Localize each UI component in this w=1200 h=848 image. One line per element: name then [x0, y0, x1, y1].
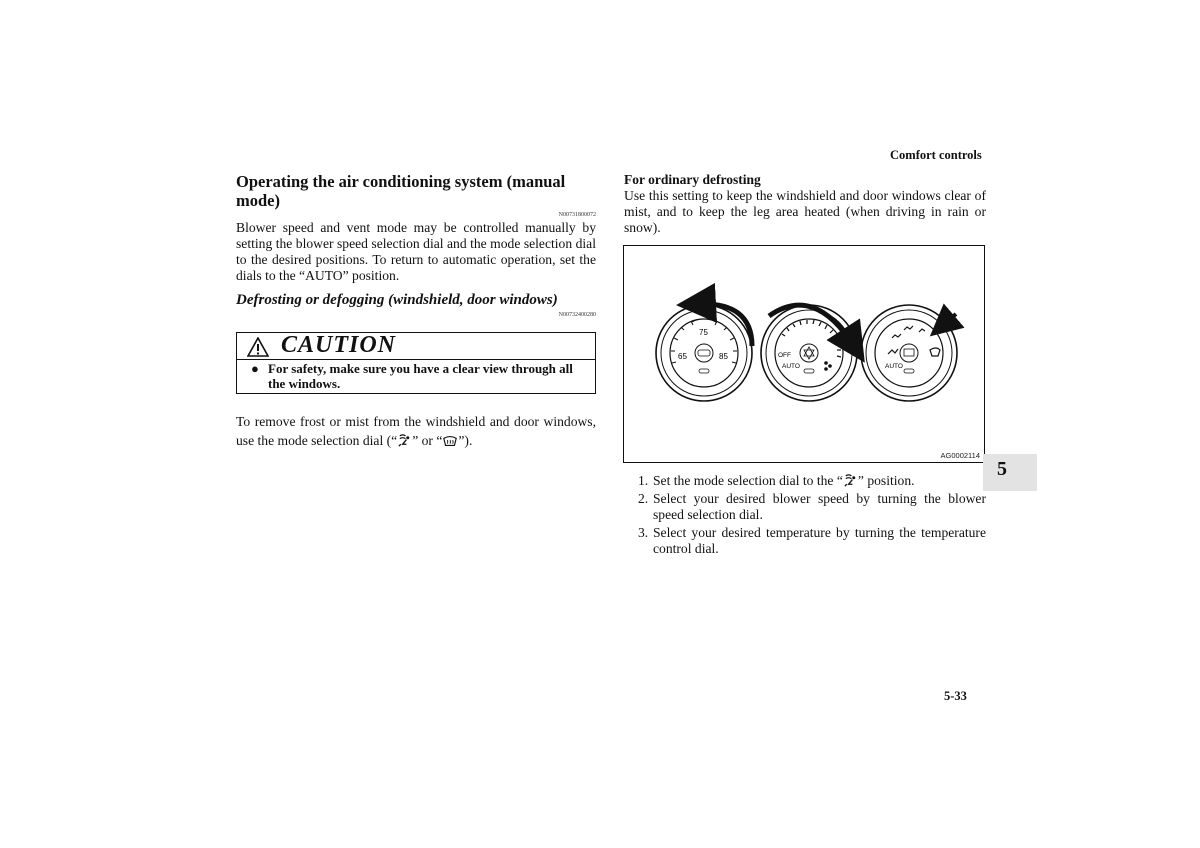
caution-box: [236, 332, 596, 394]
temp-label-low: 65: [678, 352, 687, 361]
list-item: [638, 525, 986, 558]
step-text-end: ” position.: [857, 473, 915, 488]
intro-paragraph: Blower speed and vent mode may be controlled manually by setting the blower speed selection dial and the mode selection dial to the desired positions. To return to automatic operation, set the dials to the “AUTO” position.: [236, 220, 596, 283]
climate-dials-illustration: [624, 246, 984, 462]
defrost-windshield-icon: [442, 434, 458, 448]
temp-label-mid: 75: [699, 328, 708, 337]
steps-list: [638, 473, 986, 559]
step-number: 2.: [638, 490, 649, 506]
fan-rotate-arrow: [769, 305, 854, 346]
defrost-floor-icon: [397, 433, 412, 448]
page-number: 5-33: [944, 689, 967, 703]
temperature-dial: [656, 305, 752, 401]
caution-title: CAUTION: [281, 332, 397, 358]
figure-code: AG0002114: [940, 451, 980, 460]
list-item: [638, 473, 986, 490]
step-number: 1.: [638, 473, 649, 488]
subsection-heading: Defrosting or defogging (windshield, door windows): [236, 292, 558, 308]
chapter-number: 5: [997, 458, 1007, 480]
defrost-floor-icon: [843, 473, 858, 488]
step-text: Select your desired blower speed by turning the blower speed selection dial.: [653, 490, 986, 522]
defrost-text-part3: ”).: [458, 433, 473, 448]
caution-header: [237, 333, 595, 360]
ordinary-defrosting-text: Use this setting to keep the windshield and door windows clear of mist, and to keep the leg area heated (when driving in rain or snow).: [624, 188, 986, 235]
step-text: Select your desired temperature by turning the temperature control dial.: [653, 524, 986, 556]
reference-code: N00731800072: [558, 212, 596, 218]
caution-bullet: ●: [251, 361, 259, 376]
climate-control-figure: [623, 245, 985, 463]
defrost-text-part2: ” or “: [412, 433, 443, 448]
warning-triangle-icon: [247, 337, 269, 357]
temp-label-high: 85: [719, 352, 728, 361]
fan-label-auto: AUTO: [782, 363, 800, 370]
defrost-text-part1: To remove frost or mist from the windshield and door windows, use the mode selection dial (“: [236, 414, 596, 448]
subsection-code: N00732400280: [558, 312, 596, 318]
section-heading: Operating the air conditioning system (manual mode): [236, 172, 566, 210]
ordinary-defrosting-heading: For ordinary defrosting: [624, 172, 761, 187]
blower-speed-dial: [761, 305, 857, 401]
chapter-tab: [983, 454, 1037, 491]
defrost-paragraph: [236, 412, 596, 450]
fan-label-off: OFF: [778, 352, 791, 359]
caution-text: For safety, make sure you have a clear view through all the windows.: [268, 361, 573, 391]
step-text: Set the mode selection dial to the “: [653, 473, 843, 488]
mode-label-auto: AUTO: [885, 363, 903, 370]
list-item: [638, 491, 986, 524]
section-title: Comfort controls: [890, 148, 982, 162]
mode-selection-dial: [861, 305, 957, 401]
step-number: 3.: [638, 524, 649, 540]
